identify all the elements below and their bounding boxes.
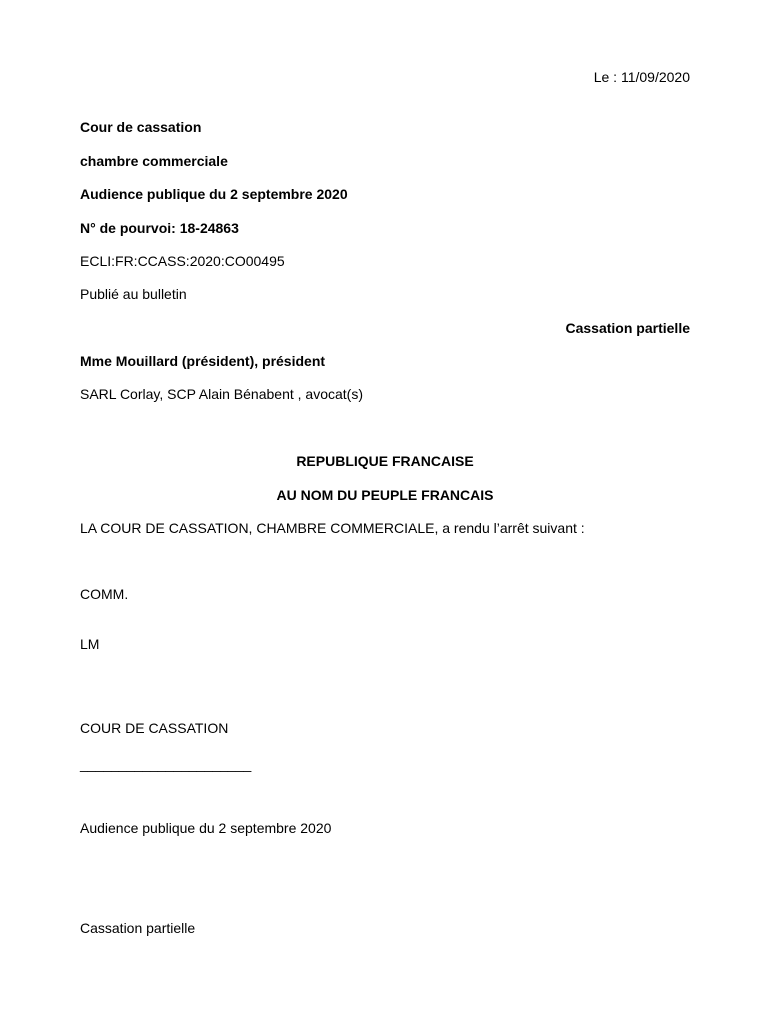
body-decision-line: Cassation partielle <box>80 920 196 936</box>
republic-heading: REPUBLIQUE FRANCAISE <box>296 453 474 469</box>
date-line: Le : 11/09/2020 <box>593 69 690 85</box>
body-hearing-line: Audience publique du 2 septembre 2020 <box>80 820 332 836</box>
separator-line: ______________________ <box>80 756 252 772</box>
appeal-number: N° de pourvoi: 18-24863 <box>80 220 239 236</box>
lawyers-line: SARL Corlay, SCP Alain Bénabent , avocat(s) <box>80 386 363 402</box>
hearing-date: Audience publique du 2 septembre 2020 <box>80 186 348 202</box>
decision-outcome: Cassation partielle <box>565 320 690 336</box>
lm-line: LM <box>80 636 100 652</box>
president-line: Mme Mouillard (président), président <box>80 353 326 369</box>
chamber-name: chambre commerciale <box>80 153 228 169</box>
ecli-identifier: ECLI:FR:CCASS:2020:CO00495 <box>80 253 285 269</box>
intro-line: LA COUR DE CASSATION, CHAMBRE COMMERCIALE, a rendu l’arrêt suivant : <box>80 520 585 536</box>
comm-line: COMM. <box>80 586 129 602</box>
court-name: Cour de cassation <box>80 119 202 135</box>
people-heading: AU NOM DU PEUPLE FRANCAIS <box>276 487 494 503</box>
publication-status: Publié au bulletin <box>80 286 187 302</box>
court-caps-line: COUR DE CASSATION <box>80 720 229 736</box>
